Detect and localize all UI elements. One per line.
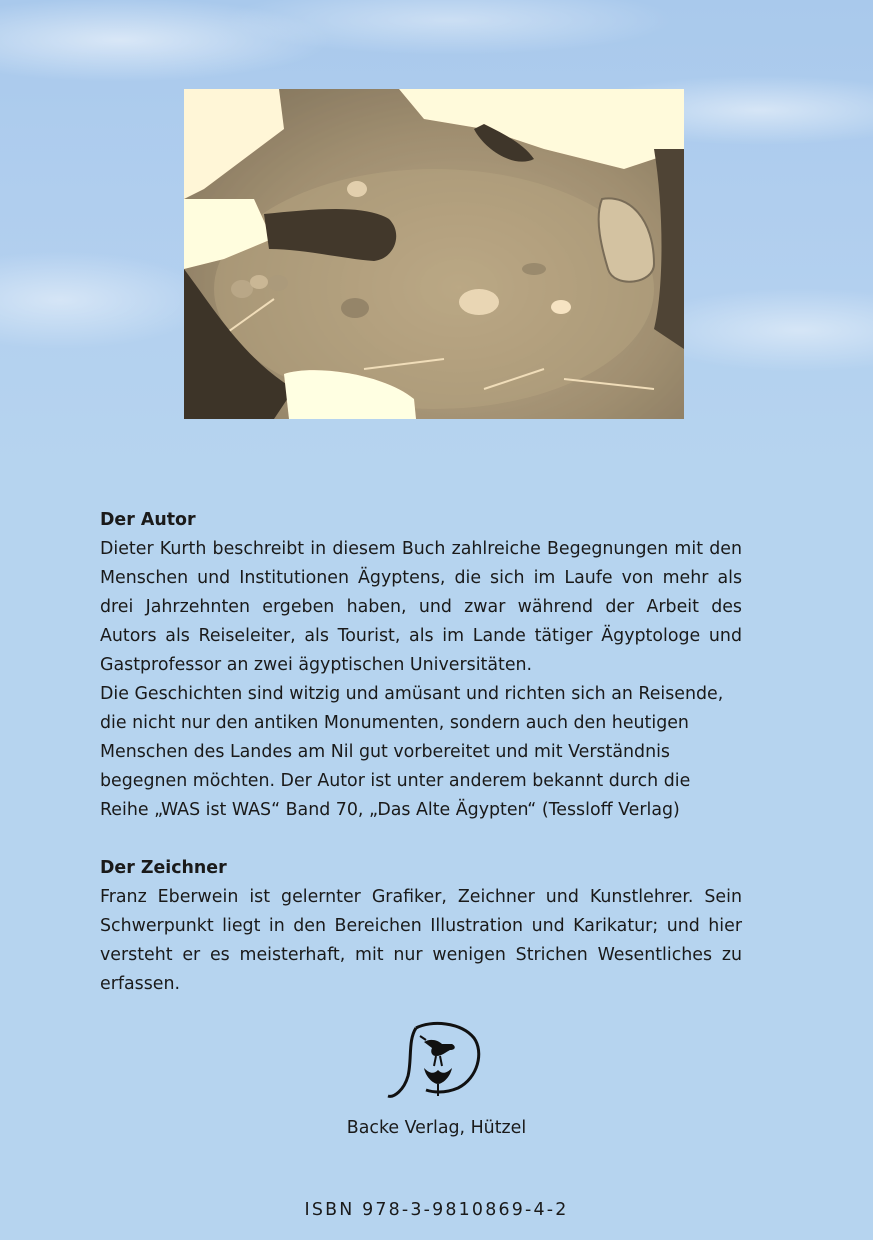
author-paragraph-2: Die Geschichten sind witzig und amüsant und richten sich an Reisende, die nicht nur den antiken Monumenten, sondern auch den heutigen Menschen des Landes am Nil gut vorbereitet und mit Verständnis begegnen möchten. Der Autor ist unter anderem bekannt durch die Reihe „WAS ist WAS“ Band 70, „Das Alte Ägypten“ (Tessloff Verlag) <box>100 684 724 820</box>
author-paragraph-1: Dieter Kurth beschreibt in diesem Buch zahlreiche Begegnungen mit den Menschen und Institutionen Ägyptens, die sich im Laufe von mehr als drei Jahrzehnten ergeben haben, und zwar während der Arbeit des Autors als Reiseleiter, als Tourist, als im Lande tätiger Ägyptologe und Gastprofessor an zwei ägyptischen Universitäten. <box>100 539 742 675</box>
illustrator-paragraph: Franz Eberwein ist gelernter Grafiker, Zeichner und Kunstlehrer. Sein Schwerpunkt liegt in den Bereichen Illustration und Karikatur; und hier versteht er es meisterhaft, mit nur wenigen Strichen Wesentliches zu erfassen. <box>100 887 742 994</box>
author-heading: Der Autor <box>100 510 196 530</box>
cover-photo <box>184 89 684 419</box>
photo-illustration <box>184 89 684 419</box>
back-cover-text <box>100 506 742 999</box>
section-spacer <box>100 825 742 854</box>
illustrator-heading: Der Zeichner <box>100 858 227 878</box>
isbn-number: ISBN 978-3-9810869-4-2 <box>304 1200 569 1220</box>
publisher-name: Backe Verlag, Hützel <box>346 1118 527 1138</box>
publisher-logo-icon <box>386 1020 482 1102</box>
